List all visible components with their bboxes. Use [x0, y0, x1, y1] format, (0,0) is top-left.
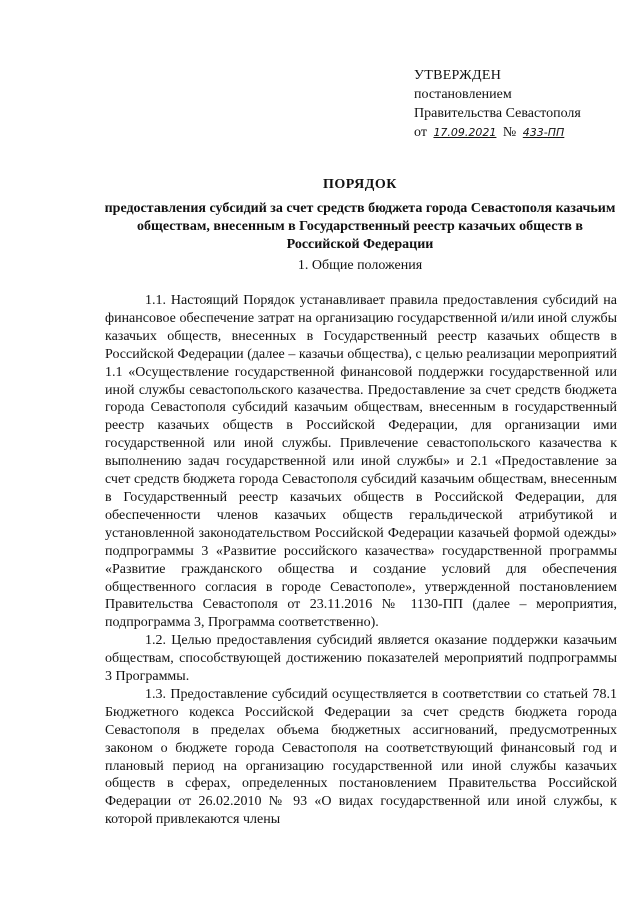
approval-line-2: Правительства Севастополя	[414, 106, 581, 121]
document-title: ПОРЯДОК	[323, 177, 397, 192]
approval-block	[414, 66, 581, 142]
approval-date-line	[414, 123, 581, 142]
number-prefix: №	[502, 125, 517, 140]
paragraph-1-2: 1.2. Целью предоставления субсидий является оказание поддержки казачьим обществам, способствующей достижению показателей мероприятий подпрограммы 3 Программы.	[105, 633, 617, 685]
approval-title: УТВЕРЖДЕН	[414, 68, 502, 83]
handwritten-number: 433-ПП	[522, 126, 565, 139]
document-heading	[100, 176, 620, 254]
document-subtitle: предоставления субсидий за счет средств бюджета города Севастополя казачьим обществам, внесенным в Государственный реестр казачьих обществ в Российской Федерации	[104, 201, 616, 252]
paragraph-1-3: 1.3. Предоставление субсидий осуществляется в соответствии со статьей 78.1 Бюджетного кодекса Российской Федерации за счет средств бюджета города Севастополя в пределах объема бюджетных ассигнований, предусмотренных законом о бюджете города Севастополя на соответствующий финансовый год и плановый период на организацию государственной или иной службы казачьих обществ в сферах, определенных постановлением Правительства Российской Федерации от 26.02.2010 № 93 «О видах государственной или иной службы, к которой привлекаются члены	[105, 686, 617, 828]
paragraph-1-1: 1.1. Настоящий Порядок устанавливает правила предоставления субсидий на финансовое обеспечение затрат на организацию государственной и/или иной службы казачьих обществ, внесенных в Государственный реестр казачьих обществ в Российской Федерации (далее – казачьи общества), с целью реализации мероприятий 1.1 «Осуществление государственной финансовой поддержки государственной или иной службы севастопольского казачества. Предоставление за счет средств бюджета города Севастополя субсидий казачьим обществам, внесенным в государственный реестр казачьих обществ в Российской Федерации, для организации ими государственной или иной службы. Привлечение севастопольского казачества к выполнению задач государственной или иной службы» и 2.1 «Предоставление за счет средств бюджета города Севастополя субсидий казачьим обществам, внесенным в Государственный реестр казачьих обществ в Российской Федерации, для обеспеченности членов казачьих обществ геральдической атрибутикой и установленной законодательством Российской Федерации казачьей формой одежды» подпрограммы 3 «Развитие российского казачества» государственной программы «Развитие гражданского общества и создание условий для обеспечения общественного согласия в городе Севастополе», утвержденной постановлением Правительства Севастополя от 23.11.2016 № 1130-ПП (далее – мероприятия, подпрограмма 3, Программа соответственно).	[105, 293, 617, 631]
section-title: 1. Общие положения	[297, 258, 423, 273]
date-prefix: от	[414, 125, 427, 140]
document-body	[105, 292, 617, 829]
handwritten-date: 17.09.2021	[433, 126, 497, 139]
approval-line-1: постановлением	[414, 87, 512, 102]
